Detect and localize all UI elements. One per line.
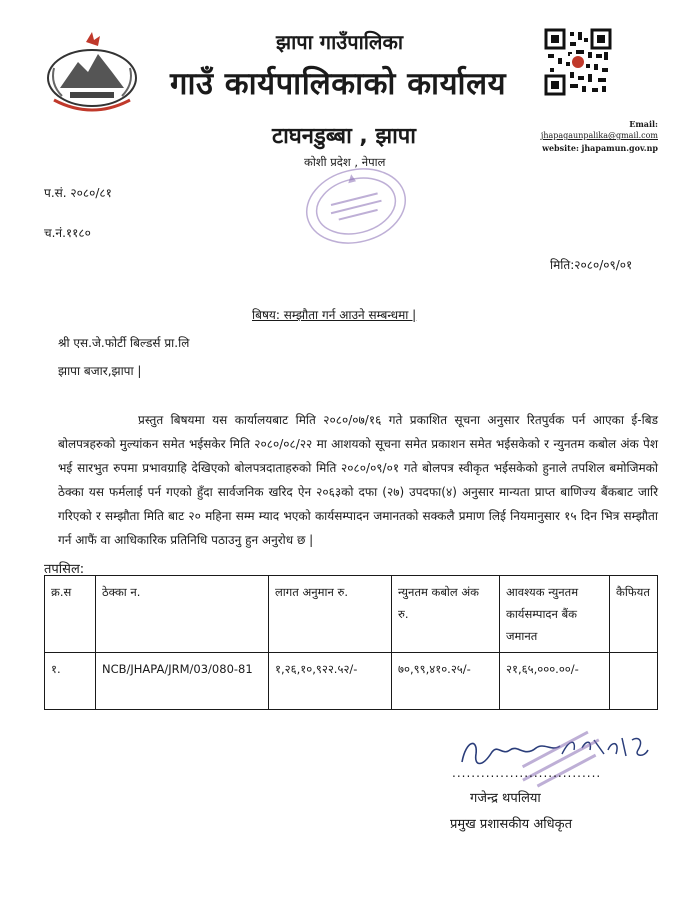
header-contract-number: ठेक्का न.	[96, 576, 269, 653]
header-min-bid: न्युनतम कबोल अंक रु.	[392, 576, 500, 653]
government-emblem-icon	[40, 28, 144, 118]
cell-contract-number: NCB/JHAPA/JRM/03/080-81	[96, 653, 269, 710]
recipient-address: झापा बजार,झापा |	[58, 364, 142, 378]
office-stamp-icon	[296, 160, 416, 252]
dispatch-number: च.नं.११८०	[44, 226, 91, 240]
contact-block	[530, 118, 658, 155]
header-cost-estimate: लागत अनुमान रु.	[269, 576, 392, 653]
signatory-name: गजेन्द्र थपलिया	[470, 791, 541, 806]
header-remarks: कैफियत	[610, 576, 658, 653]
letter-date: मिति:२०८०/०९/०१	[550, 258, 633, 272]
contract-details-table	[44, 575, 658, 710]
qr-code-icon	[544, 28, 612, 96]
header-performance-guarantee: आवश्यक न्युनतम कार्यसम्पादन बैंक जमानत	[500, 576, 610, 653]
cell-serial: १.	[45, 653, 96, 710]
letter-body: प्रस्तुत बिषयमा यस कार्यालयबाट मिति २०८०/०७/१६ गते प्रकाशित सूचना अनुसार रितपुर्वक पर्न आएका ई-बिड बोलपत्रहरुको मुल्यांकन समेत भईसकेर मिति २०८०/०८/२२ मा आशयको सूचना समेत प्रकाशन समेत भईसकेको र न्युनतम कबोल अंक पेश भई सारभुत रुपमा प्रभावग्राहि देखिएको बोलपत्रदाताहरुको मिति २०८०/०९/०१ गते बोलपत्र स्वीकृत भईसकेको हुनाले तपशिल बमोजिमको ठेक्का यस फर्मलाई पर्न गएको हुँदा सार्वजनिक खरिद ऐन २०६३को दफा (२७) उपदफा(४) अनुसार मान्यता प्राप्त बाणिज्य बैंकबाट जारि गरिएको र सम्झौता मिति बाट २० महिना सम्म म्याद भएको कार्यसम्पादन जमानतको सक्कलै प्रमाण लिई नियमानुसार १५ दिन भित्र सम्झौता गर्न आफैं वा आधिकारिक प्रतिनिधि पठाउनु हुन अनुरोध छ |	[58, 413, 658, 547]
cell-performance-guarantee: २१,६५,०००.००/-	[500, 653, 610, 710]
cell-cost-estimate: १,२६,१०,९२२.५२/-	[269, 653, 392, 710]
header-serial: क्र.स	[45, 576, 96, 653]
cell-remarks	[610, 653, 658, 710]
details-label: तपसिल:	[44, 562, 85, 577]
table-header-row	[45, 576, 658, 653]
website-label: website:	[542, 143, 579, 153]
office-province: कोशी प्रदेश , नेपाल	[304, 155, 386, 169]
website-url[interactable]: jhapamun.gov.np	[581, 143, 658, 153]
signature-line: ...............................	[452, 766, 602, 780]
office-location: टाघनडुब्बा , झापा	[272, 124, 416, 149]
email-address[interactable]: jhapagaunpalika@gmail.com	[540, 131, 658, 140]
letter-subject: बिषय: सम्झौता गर्न आउने सम्बन्धमा |	[252, 308, 417, 322]
municipality-name: झापा गाउँपालिका	[276, 30, 404, 54]
signatory-title: प्रमुख प्रशासकीय अधिकृत	[450, 817, 573, 832]
recipient-name: श्री एस.जे.फोर्टी बिल्डर्स प्रा.लि	[58, 336, 190, 350]
reference-number: प.सं. २०८०/८१	[44, 186, 112, 200]
office-title: गाउँ कार्यपालिकाको कार्यालय	[170, 66, 507, 102]
cell-min-bid: ७०,९९,४१०.२५/-	[392, 653, 500, 710]
table-row	[45, 653, 658, 710]
email-label: Email:	[629, 119, 658, 129]
